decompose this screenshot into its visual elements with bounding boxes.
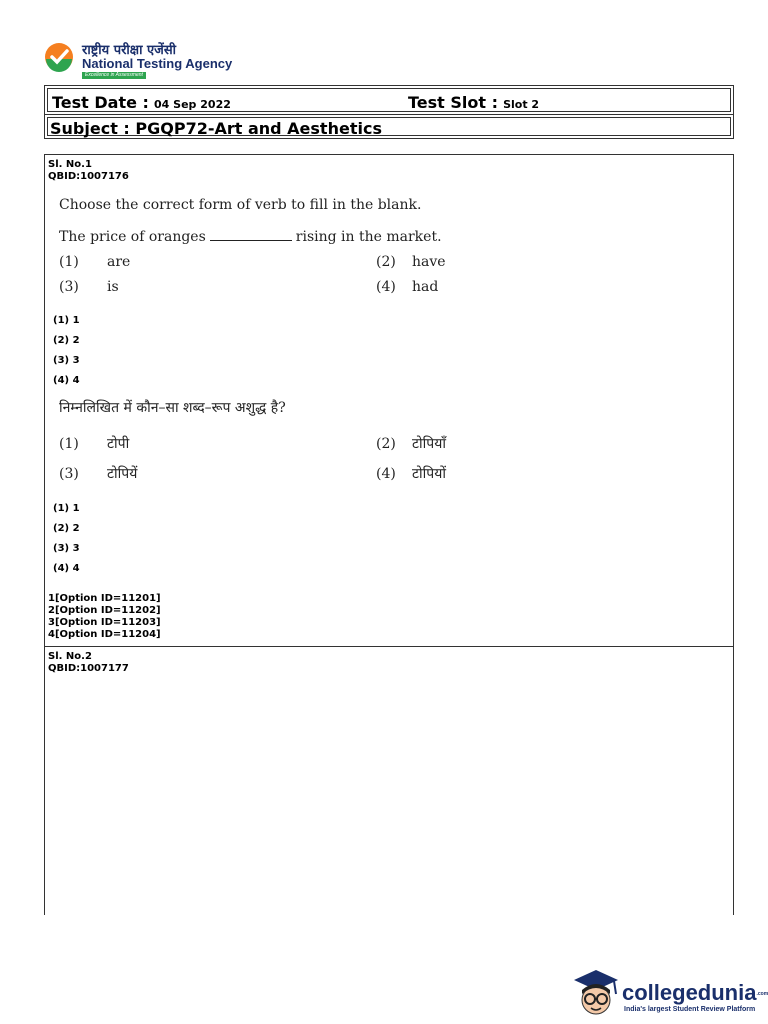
english-answer-1: (1) 1: [53, 315, 80, 326]
test-info-inner: [47, 88, 731, 112]
english-option-1-text: are: [107, 254, 131, 270]
collegedunia-logo: [570, 966, 766, 1022]
agency-english-name: National Testing Agency: [82, 56, 233, 71]
hindi-option-1-text: टोपी: [107, 436, 130, 452]
english-answer-2: (2) 2: [53, 335, 80, 346]
test-slot-label: Test Slot :: [408, 93, 498, 112]
agency-hindi-name: राष्ट्रीय परीक्षा एजेंसी: [82, 43, 176, 58]
collegedunia-tagline: India's largest Student Review Platform: [624, 1006, 756, 1013]
option-id-3: 3[Option ID=11203]: [48, 617, 161, 628]
english-option-1-num: (1): [59, 254, 79, 270]
student-mascot-icon: [570, 968, 622, 1020]
sl-no: Sl. No.2: [48, 651, 92, 662]
collegedunia-suffix: .com: [756, 991, 768, 998]
nta-logo: [44, 40, 264, 80]
hindi-answer-3: (3) 3: [53, 543, 80, 554]
subject-inner: [47, 117, 731, 136]
question-2-meta: [48, 651, 129, 675]
english-option-2-text: have: [412, 254, 446, 270]
hindi-stem: निम्नलिखित में कौन–सा शब्द–रूप अशुद्ध है?: [59, 400, 286, 416]
collegedunia-name: [622, 980, 768, 1006]
hindi-option-3-text: टोपियें: [107, 466, 138, 482]
question-1-meta: [48, 159, 129, 183]
test-slot-value: Slot 2: [503, 98, 540, 111]
hindi-answer-1: (1) 1: [53, 503, 80, 514]
hindi-option-4-num: (4): [376, 466, 396, 482]
hindi-option-4-text: टोपियों: [412, 466, 447, 482]
english-option-2-num: (2): [376, 254, 396, 270]
hindi-answer-4: (4) 4: [53, 563, 80, 574]
hindi-option-3-num: (3): [59, 466, 79, 482]
english-option-3-text: is: [107, 279, 119, 295]
qbid: QBID:1007176: [48, 171, 129, 182]
hindi-answer-2: (2) 2: [53, 523, 80, 534]
option-id-list: [48, 593, 161, 641]
agency-tagline: Excellence in Assessment: [82, 72, 146, 79]
english-answer-3: (3) 3: [53, 355, 80, 366]
test-date-label: Test Date :: [52, 93, 149, 112]
nta-check-icon: [44, 42, 74, 72]
fill-blank: [210, 230, 292, 241]
collegedunia-name-text: collegedunia: [622, 980, 757, 1005]
hindi-option-1-num: (1): [59, 436, 79, 452]
test-slot: [408, 93, 539, 112]
test-info-box: [44, 85, 734, 115]
english-option-4-text: had: [412, 279, 439, 295]
question-divider: [44, 646, 734, 647]
subject-box: [44, 114, 734, 139]
option-id-2: 2[Option ID=11202]: [48, 605, 161, 616]
english-answer-4: (4) 4: [53, 375, 80, 386]
test-date: [52, 93, 231, 112]
option-id-1: 1[Option ID=11201]: [48, 593, 161, 604]
english-instruction: Choose the correct form of verb to fill in the blank.: [59, 197, 422, 213]
sl-no: Sl. No.1: [48, 159, 92, 170]
stem-before: The price of oranges: [59, 229, 206, 245]
option-id-4: 4[Option ID=11204]: [48, 629, 161, 640]
qbid: QBID:1007177: [48, 663, 129, 674]
english-option-4-num: (4): [376, 279, 396, 295]
english-option-3-num: (3): [59, 279, 79, 295]
hindi-option-2-text: टोपियाँ: [412, 436, 447, 452]
subject-title: Subject : PGQP72-Art and Aesthetics: [50, 119, 382, 138]
hindi-option-2-num: (2): [376, 436, 396, 452]
english-stem: [59, 229, 442, 245]
stem-after: rising in the market.: [295, 229, 442, 245]
test-date-value: 04 Sep 2022: [154, 98, 231, 111]
